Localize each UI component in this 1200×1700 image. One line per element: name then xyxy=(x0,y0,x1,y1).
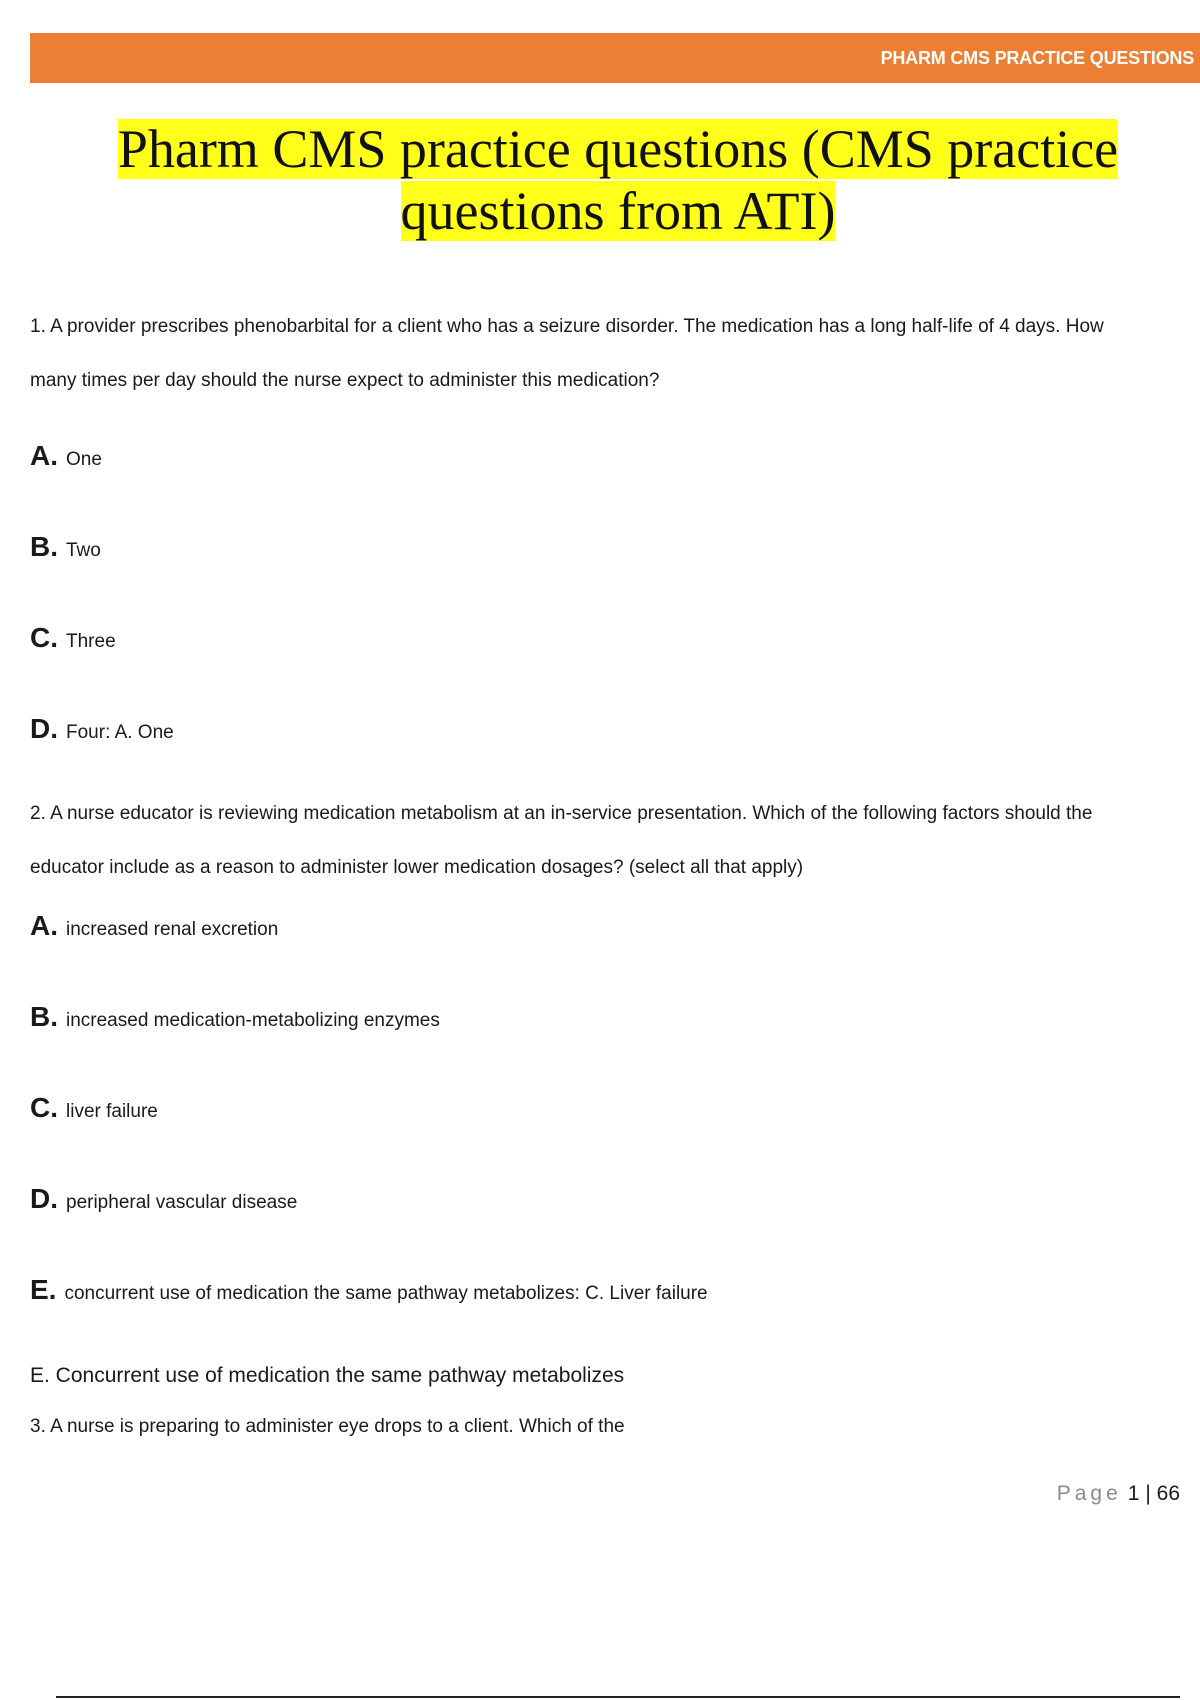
page-separator: | xyxy=(1145,1482,1151,1505)
question-1-line-1: 1. A provider prescribes phenobarbital for a client who has a seizure disorder. The medication has a long half-life of 4 days. How xyxy=(30,316,1104,337)
option-letter: C. xyxy=(30,1092,58,1123)
option-letter: C. xyxy=(30,622,58,653)
page-number xyxy=(1057,1482,1180,1506)
header-label: PHARM CMS PRACTICE QUESTIONS xyxy=(880,47,1194,68)
question-2-option-b xyxy=(30,1001,440,1033)
option-text: Two xyxy=(66,540,101,561)
option-text: peripheral vascular disease xyxy=(66,1192,298,1213)
question-2-line-1: 2. A nurse educator is reviewing medication metabolism at an in-service presentation. Which of the following factors should the xyxy=(30,803,1093,824)
question-2-text xyxy=(30,787,1190,895)
option-text: increased medication-metabolizing enzymes xyxy=(66,1010,440,1031)
question-1-text xyxy=(30,300,1190,408)
question-1-option-c xyxy=(30,622,116,654)
header-bar xyxy=(30,33,1200,83)
option-letter: D. xyxy=(30,1183,58,1214)
option-letter: A. xyxy=(30,910,58,941)
option-text: liver failure xyxy=(66,1101,158,1122)
question-2-option-d xyxy=(30,1183,297,1215)
page-title xyxy=(60,118,1176,242)
option-letter: B. xyxy=(30,531,58,562)
option-letter: A. xyxy=(30,440,58,471)
option-text: Three xyxy=(66,631,116,652)
option-text: concurrent use of medication the same pathway metabolizes: C. Liver failure xyxy=(64,1283,708,1304)
question-2-option-e xyxy=(30,1274,708,1306)
page-total: 66 xyxy=(1156,1482,1180,1505)
question-1-option-d xyxy=(30,713,174,745)
question-1-option-b xyxy=(30,531,101,563)
question-1-option-a xyxy=(30,440,102,472)
page-current: 1 xyxy=(1127,1482,1140,1505)
title-line-2: questions from ATI) xyxy=(400,181,836,241)
option-text: Four: A. One xyxy=(66,722,174,743)
footer-divider xyxy=(56,1696,1180,1698)
option-text: increased renal excretion xyxy=(66,919,279,940)
title-line-1: Pharm CMS practice questions (CMS practice xyxy=(117,119,1119,179)
question-2-option-c xyxy=(30,1092,158,1124)
question-2-line-2: educator include as a reason to administer lower medication dosages? (select all that apply) xyxy=(30,857,804,878)
question-3-text xyxy=(30,1400,1190,1454)
page-label: Page xyxy=(1056,1482,1122,1505)
question-2-option-a xyxy=(30,910,278,942)
answer-note: E. Concurrent use of medication the same pathway metabolizes xyxy=(30,1364,625,1387)
option-letter: B. xyxy=(30,1001,58,1032)
question-1-line-2: many times per day should the nurse expect to administer this medication? xyxy=(30,370,660,391)
option-letter: D. xyxy=(30,713,58,744)
option-letter: E. xyxy=(30,1274,57,1305)
question-3-line-1: 3. A nurse is preparing to administer eye drops to a client. Which of the xyxy=(30,1416,625,1437)
option-text: One xyxy=(66,449,102,470)
